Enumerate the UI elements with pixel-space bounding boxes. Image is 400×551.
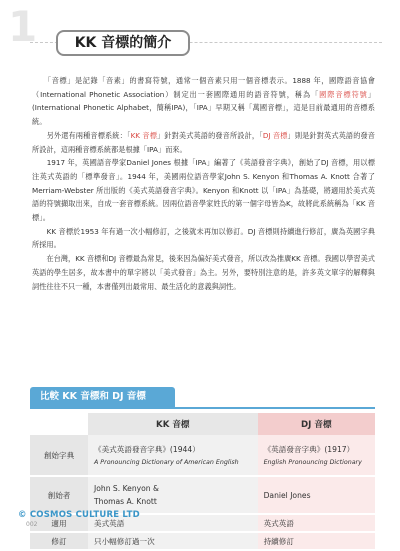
kk-cell: 美式英語 [88, 514, 258, 532]
table-header-row [30, 413, 375, 435]
body-paragraph [32, 225, 375, 252]
dj-dictionary-en: English Pronouncing Dictionary [263, 459, 362, 466]
page-number: 002 [26, 521, 38, 528]
section-divider [30, 407, 375, 409]
row-label: 修訂 [30, 532, 88, 550]
table-row [30, 435, 375, 476]
section-title: 比較 KK 音標和 DJ 音標 [40, 391, 146, 402]
kk-cell [88, 435, 258, 476]
section-tab [30, 387, 175, 407]
highlighted-term: DJ 音標 [262, 130, 288, 140]
dj-cell [258, 435, 375, 476]
kk-cell: 只小幅修訂過一次 [88, 532, 258, 550]
row-label: 適用 [30, 514, 88, 532]
kk-founder-2: Thomas A. Knott [94, 497, 157, 506]
chapter-number: 1 [8, 2, 38, 51]
page-title: KK 音標的簡介 [74, 35, 172, 51]
dj-cell: 英式英語 [258, 514, 375, 532]
paragraph-text: KK 音標於1953 年有過一次小幅修訂，之後就未再加以修訂。DJ 音標則持續進行修訂，廣為英國字典所採用。 [32, 226, 375, 250]
body-paragraph [32, 129, 375, 156]
kk-dictionary: 《美式英語發音字典》(1944） [94, 445, 200, 454]
table-row [30, 532, 375, 550]
row-label: 創始字典 [30, 435, 88, 476]
paragraph-text: 1917 年，英國語音學家Daniel Jones 根據「IPA」編著了《英語發音字典》，創始了DJ 音標，用以標注英式英語的「標準發音」。1944 年，美國兩位語音學家John S. Kenyon 和Thomas A. Knott 合著了Merriam-Webster 所出版的《美式英語發音字典》。Kenyon 和Knott 以「IPA」為基礎，將適用於美式英語的符號擷取出來，自成一套音標系統。因兩位語音學家姓氏的第一個字母皆為K，故將此系統稱為「KK 音標」。 [32, 158, 375, 223]
highlighted-term: 國際音標符號 [319, 89, 368, 99]
dj-dictionary: 《英語發音字典》(1917） [263, 445, 355, 454]
paragraph-text: 在台灣，KK 音標和DJ 音標最為常見，後來因為偏好美式發音，所以改為推廣KK 音標。我國以學習美式英語的學生居多，故本書中的單字將以「美式發音」為主。另外，要特別注意的是，許多英文單字的解釋與詞性往往不只一種，本書僅列出最常用、最生活化的意義與詞性。 [32, 254, 375, 291]
paragraph-text: 」(International Phonetic Alphabet，簡稱IPA)，「IPA」早期又稱「萬國音標」，這是目前最通用的音標系統。 [32, 89, 375, 127]
body-paragraph [32, 156, 375, 225]
paragraph-text: 」則是針對英式英語的發音所設計，這兩種音標系統都是根據「IPA」而來。 [32, 130, 375, 154]
paragraph-text: 」針對美式英語的發音所設計，「 [157, 130, 263, 140]
dj-cell: Daniel Jones [258, 476, 375, 514]
kk-cell [88, 476, 258, 514]
dj-column-header: DJ 音標 [258, 413, 375, 435]
title-box [56, 30, 190, 56]
copyright-footer: © COSMOS CULTURE LTD [18, 510, 140, 520]
dj-cell: 持續修訂 [258, 532, 375, 550]
paragraph-text: 另外還有兩種音標系統：「 [46, 130, 131, 140]
body-paragraph [32, 252, 375, 293]
row-label: 創始者 [30, 476, 88, 514]
comparison-table [30, 413, 375, 551]
paragraph-text: 「音標」是記錄「音素」的書寫符號，通常一個音素只用一個音標表示。1888 年，國際語音協會（International Phonetic Association）制定出一套國際通用的語音符號，稱為「 [32, 76, 375, 99]
body-text [32, 74, 375, 293]
table-row [30, 476, 375, 514]
table-corner [30, 413, 88, 435]
kk-column-header: KK 音標 [88, 413, 258, 435]
body-paragraph [32, 74, 375, 129]
kk-founder: John S. Kenyon & [94, 484, 159, 493]
highlighted-term: KK 音標 [130, 130, 157, 140]
kk-dictionary-en: A Pronouncing Dictionary of American English [94, 459, 239, 466]
